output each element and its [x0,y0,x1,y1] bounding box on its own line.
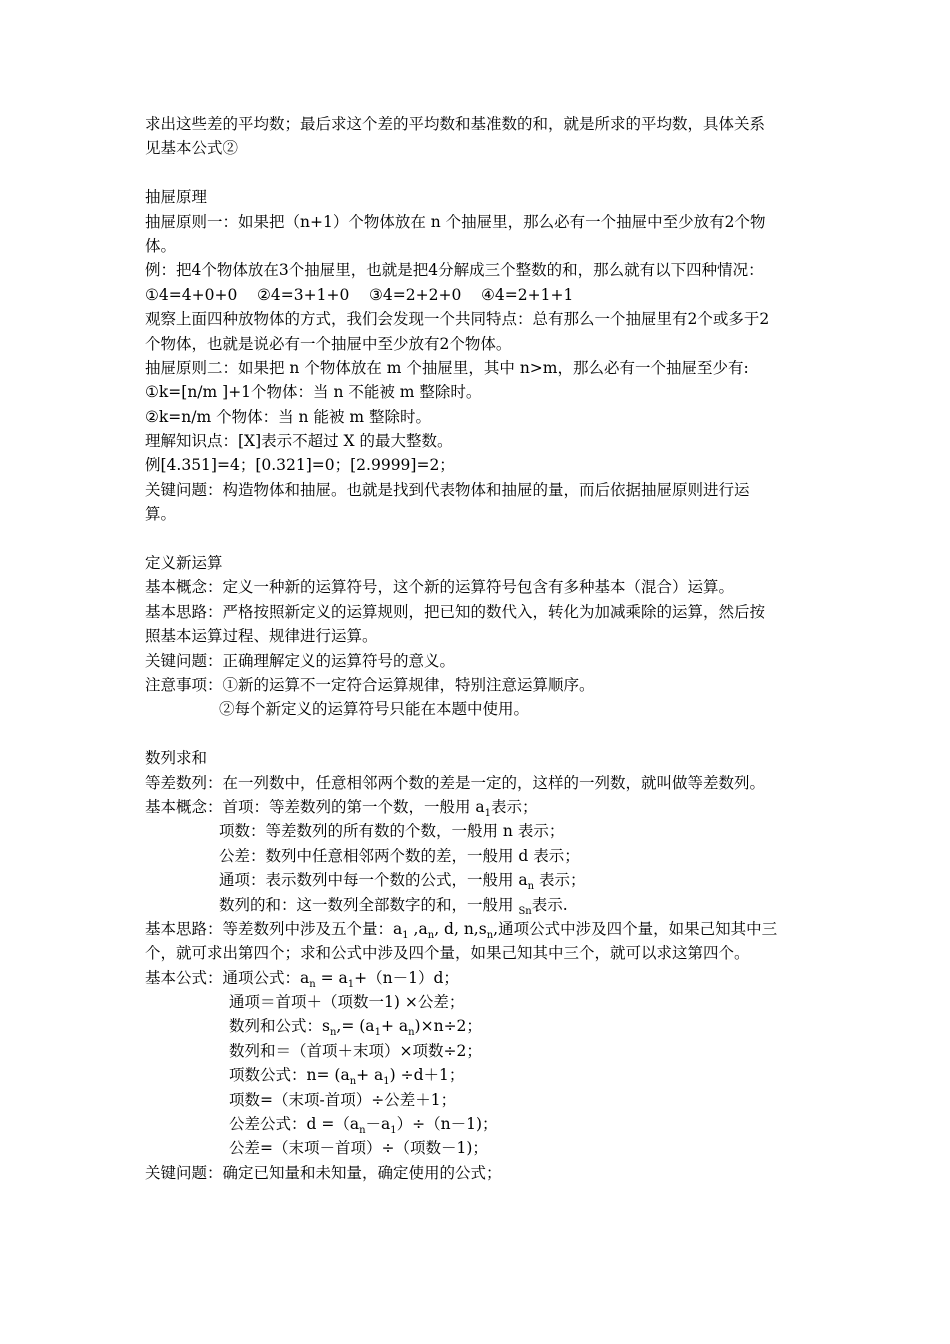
paragraph-line [145,917,815,941]
text-run: 基本公式：通项公式：a [145,968,310,987]
text-run: －a [365,1115,391,1134]
paragraph-line: 抽屉原则一：如果把（n+1）个物体放在 n 个抽屉里，那么必有一个抽屉中至少放有2个物 [145,212,766,231]
text-run: + a [380,1017,409,1036]
paragraph-line: 照基本运算过程、规律进行运算。 [145,627,378,646]
subscript: n [527,881,535,893]
paragraph-line: 例：把4个物体放在3个抽屉里，也就是把4分解成三个整数的和，那么就有以下四种情况： [145,261,764,280]
paragraph-line: 公差：数列中任意相邻两个数的差，一般用 d 表示； [219,846,580,865]
text-run: = a [315,968,348,987]
text-run: 数列的和：这一数列全部数字的和，一般用 [219,895,519,914]
subscript: n [359,1125,366,1137]
paragraph-line: 理解知识点：[X]表示不超过 X 的最大整数。 [145,432,453,451]
subscript: n [349,1076,357,1088]
subscript: n [408,1027,415,1039]
subscript: 1 [374,1027,381,1039]
paragraph-line: ①4=4+0+0 ②4=3+1+0 ③4=2+2+0 ④4=2+1+1 [145,285,574,304]
paragraph-line: 关键问题：构造物体和抽屉。也就是找到代表物体和抽屉的量，而后依据抽屉原则进行运 [145,480,750,499]
paragraph-line: 求出这些差的平均数；最后求这个差的平均数和基准数的和，就是所求的平均数，具体关系 [145,115,766,133]
subscript: n [427,929,435,941]
subscript: Sn [518,905,532,917]
text-run: ,通项公式中涉及四个量，如果己知其中三 [493,919,778,938]
text-run: ,a [408,919,428,938]
paragraph-line [145,795,815,819]
blank-line [145,722,815,746]
text-run: + a [356,1066,384,1085]
text-run: +（n－1）d； [354,968,459,987]
document-page [145,112,815,1185]
text-run: ,= (a [336,1017,375,1036]
paragraph-line: ②k=n/m 个物体：当 n 能被 m 整除时。 [145,407,431,426]
section-title: 数列求和 [145,749,208,768]
section-title: 定义新运算 [145,554,223,573]
formula-line [145,1063,815,1087]
formula-line [145,966,815,990]
text-run: 基本概念：首项：等差数列的第一个数，一般用 a [145,797,485,816]
subscript: n [329,1027,337,1039]
paragraph-line: 例[4.351]=4；[0.321]=0；[2.9999]=2； [145,456,455,475]
text-run: ）÷（n－1)； [396,1115,498,1134]
paragraph-line: 算。 [145,505,177,524]
paragraph-line: 观察上面四种放物体的方式，我们会发现一个共同特点：总有那么一个抽屉里有2个或多于2 [145,310,770,329]
subscript: n [309,978,316,990]
paragraph-line: 见基本公式② [145,139,239,158]
text-run: ) ÷d＋1； [389,1066,465,1085]
paragraph-line: 关键问题：确定已知量和未知量，确定使用的公式； [145,1163,502,1182]
formula-line [145,1014,815,1038]
text-run: 表示； [534,871,586,890]
paragraph-line: 基本概念：定义一种新的运算符号，这个新的运算符号包含有多种基本（混合）运算。 [145,578,735,597]
text-run: 通项：表示数列中每一个数的公式，一般用 a [219,871,528,890]
subscript: 1 [390,1125,397,1137]
formula-line: 数列和＝（首项＋末项）×项数÷2； [229,1041,482,1060]
text-run: 公差公式：d =（a [229,1115,360,1134]
paragraph-line: 项数：等差数列的所有数的个数，一般用 n 表示； [219,822,565,841]
text-run: 表示； [491,797,538,816]
paragraph-line: ②每个新定义的运算符号只能在本题中使用。 [219,700,530,719]
paragraph-line: 个，就可求出第四个；求和公式中涉及四个量，如果己知其中三个，就可以求这第四个。 [145,944,750,963]
formula-line: 项数=（末项-首项）÷公差＋1； [229,1090,457,1109]
text-run: , d, n,s [434,919,487,938]
subscript: 1 [347,978,355,990]
formula-line [145,1112,815,1136]
text-run: 项数公式：n= (a [229,1066,350,1085]
blank-line [145,161,815,185]
paragraph-line [145,893,815,917]
blank-line [145,527,815,551]
text-run: 数列和公式：s [229,1017,330,1036]
subscript: 1 [383,1076,390,1088]
paragraph-line: 抽屉原则二：如果把 n 个物体放在 m 个抽屉里，其中 n>m，那么必有一个抽屉至少有: [145,358,749,377]
paragraph-line: 体。 [145,236,177,255]
paragraph-line: 等差数列：在一列数中，任意相邻两个数的差是一定的，这样的一列数，就叫做等差数列。 [145,773,766,792]
paragraph-line: 关键问题：正确理解定义的运算符号的意义。 [145,651,456,670]
text-run: )×n÷2； [414,1017,482,1036]
formula-line: 公差=（末项－首项）÷（项数－1)； [229,1139,488,1158]
paragraph-line: 个物体，也就是说必有一个抽屉中至少放有2个物体。 [145,334,512,353]
paragraph-line: ①k=[n/m ]+1个物体：当 n 不能被 m 整除时。 [145,383,482,402]
text-run: 表示. [531,895,568,914]
subscript: n [486,929,494,941]
subscript: 1 [402,929,409,941]
paragraph-line: 注意事项：①新的运算不一定符合运算规律，特别注意运算顺序。 [145,675,595,694]
paragraph-line [145,868,815,892]
text-run: 基本思路：等差数列中涉及五个量：a [145,919,403,938]
subscript: 1 [484,807,492,819]
formula-line: 通项＝首项＋（项数一1) ×公差； [229,993,465,1012]
section-title: 抽屉原理 [145,188,208,207]
paragraph-line: 基本思路：严格按照新定义的运算规则，把已知的数代入，转化为加减乘除的运算，然后按 [145,602,766,621]
